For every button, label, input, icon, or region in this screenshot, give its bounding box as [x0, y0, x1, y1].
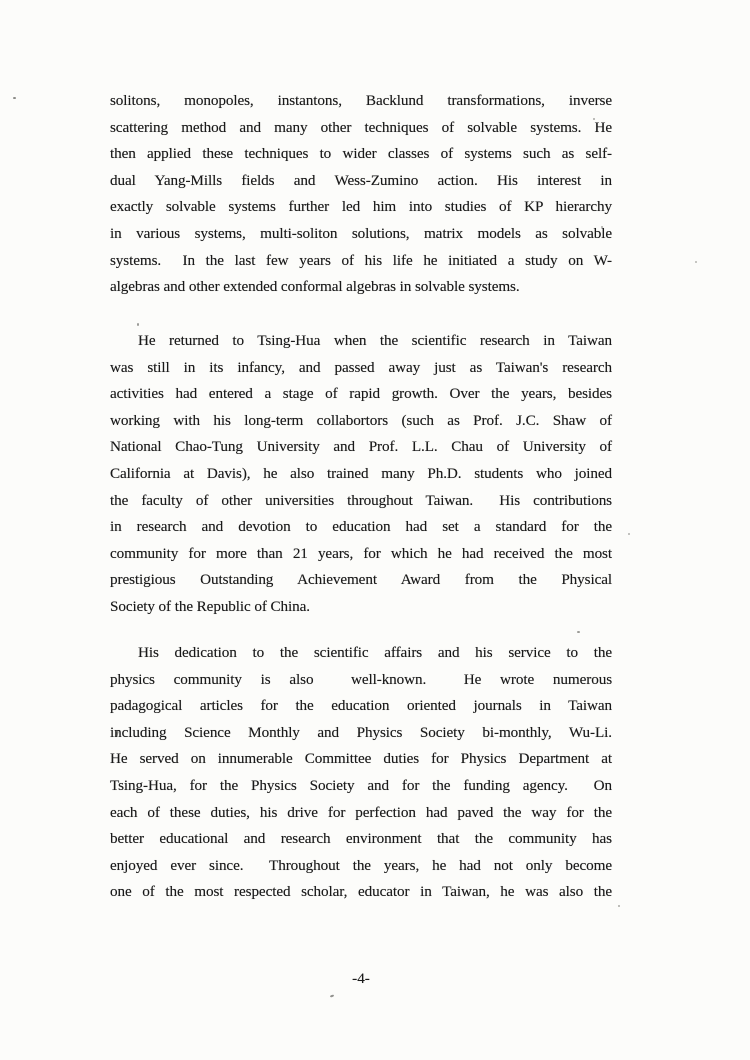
text-line: exactly solvable systems further led him into studies of KP hierarchy: [110, 198, 612, 216]
scan-speck: [695, 261, 697, 263]
scan-speck: [137, 323, 139, 326]
page-number: -4-: [352, 970, 370, 987]
scan-speck: [577, 631, 580, 633]
scan-speck: [13, 97, 16, 99]
text-line: was still in its infancy, and passed away just as Taiwan's research: [110, 358, 612, 376]
text-line: solitons, monopoles, instantons, Backlund transformations, inverse: [110, 92, 612, 109]
text-line: prestigious Outstanding Achievement Award from the Physical: [110, 571, 612, 589]
text-line: systems. In the last few years of his life he initiated a study on W-: [110, 251, 612, 269]
text-line: He returned to Tsing-Hua when the scientific research in Taiwan: [138, 332, 612, 349]
text-line: better educational and research environment that the community has: [110, 830, 612, 848]
text-line: Tsing-Hua, for the Physics Society and for the funding agency. On: [110, 776, 612, 794]
text-line: in various systems, multi-soliton solutions, matrix models as solvable: [110, 224, 612, 242]
scan-speck: [628, 533, 630, 535]
text-line: dual Yang-Mills fields and Wess-Zumino action. His interest in: [110, 171, 612, 189]
text-line: in research and devotion to education had set a standard for the: [110, 518, 612, 536]
text-line: His dedication to the scientific affairs and his service to the: [138, 644, 612, 661]
text-line: He served on innumerable Committee duties for Physics Department at: [110, 750, 612, 768]
text-line: community for more than 21 years, for which he had received the most: [110, 544, 612, 562]
text-line: each of these duties, his drive for perfection had paved the way for the: [110, 803, 612, 821]
text-line: California at Davis), he also trained many Ph.D. students who joined: [110, 464, 612, 482]
text-line: algebras and other extended conformal algebras in solvable systems.: [110, 278, 520, 296]
text-line: then applied these techniques to wider classes of systems such as self-: [110, 145, 612, 163]
paragraph-1: [110, 88, 612, 301]
text-line: physics community is also well-known. He wrote numerous: [110, 670, 612, 688]
text-line: padagogical articles for the education oriented journals in Taiwan: [110, 697, 612, 715]
paragraph-3: [110, 640, 612, 906]
scan-speck: [330, 994, 334, 997]
text-line: activities had entered a stage of rapid growth. Over the years, besides: [110, 385, 612, 403]
text-line: the faculty of other universities throughout Taiwan. His contributions: [110, 491, 612, 509]
text-line: scattering method and many other techniques of solvable systems. He: [110, 118, 612, 136]
text-line: Society of the Republic of China.: [110, 597, 311, 615]
text-line: including Science Monthly and Physics Society bi-monthly, Wu-Li.: [110, 723, 612, 741]
text-line: enjoyed ever since. Throughout the years, he had not only become: [110, 856, 612, 874]
text-line: working with his long-term collabortors (such as Prof. J.C. Shaw of: [110, 411, 612, 429]
paragraph-2: [110, 328, 612, 621]
text-line: one of the most respected scholar, educator in Taiwan, he was also the: [110, 883, 612, 901]
text-line: National Chao-Tung University and Prof. L.L. Chau of University of: [110, 438, 612, 456]
scan-speck: [618, 905, 620, 907]
